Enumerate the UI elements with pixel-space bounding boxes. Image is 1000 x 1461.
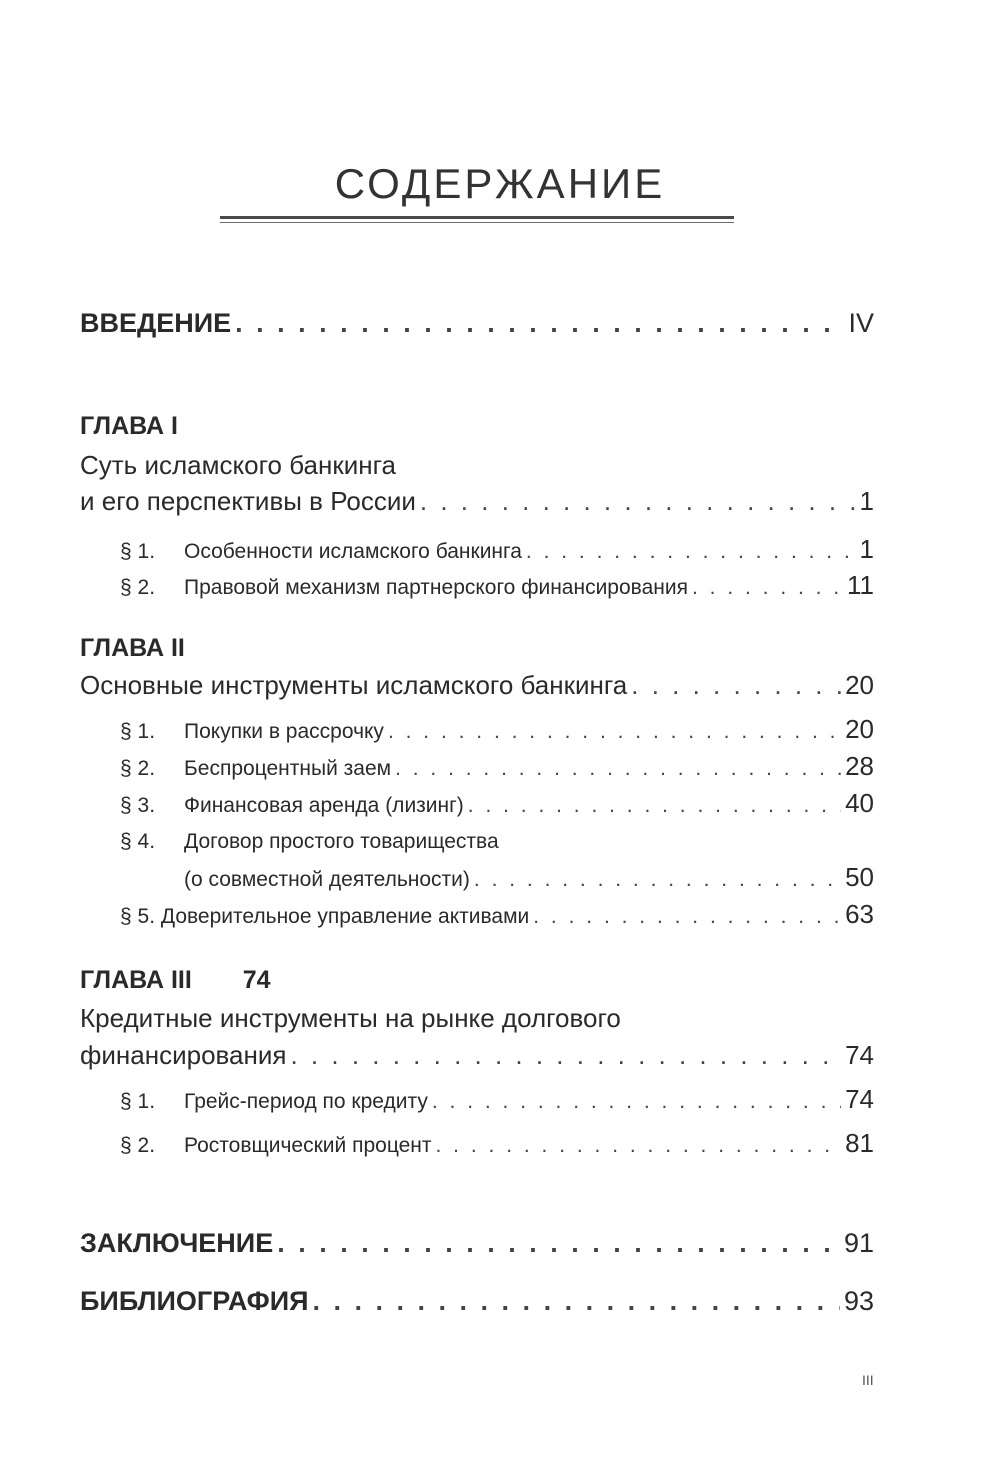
toc-page-number: 28 — [845, 751, 874, 781]
toc-entry-label: ВВЕДЕНИЕ — [80, 308, 232, 338]
dot-leader — [436, 1134, 842, 1158]
toc-page-number: 74 — [845, 1084, 874, 1114]
dot-leader — [290, 1040, 841, 1071]
section-label: Покупки в рассрочку — [184, 720, 384, 743]
toc-section-3-2[interactable] — [120, 1128, 874, 1159]
chapter-title-3-line1[interactable]: Кредитные инструменты на рынке долгового — [80, 1003, 621, 1033]
toc-page-number: 91 — [843, 1228, 874, 1258]
dot-leader — [388, 720, 841, 744]
toc-section-1-2[interactable] — [120, 570, 874, 601]
toc-page-number: 93 — [843, 1286, 874, 1316]
section-label: Финансовая аренда (лизинг) — [184, 794, 464, 817]
toc-page-number: 1 — [859, 486, 874, 516]
toc-entry-bibliography[interactable] — [80, 1286, 874, 1317]
toc-entry-intro[interactable] — [80, 308, 874, 339]
section-label: Правовой механизм партнерского финансирования — [184, 576, 688, 599]
section-label: Ростовщический процент — [184, 1134, 432, 1157]
folio-page-number: III — [862, 1372, 874, 1388]
section-label: Особенности исламского банкинга — [184, 540, 522, 563]
section-number: § 4. — [120, 830, 156, 853]
chapter-title-1-line2: и его перспективы в России — [80, 486, 416, 516]
dot-leader — [420, 486, 856, 517]
section-label: Договор простого товарищества — [184, 830, 499, 853]
section-number: § 2. — [120, 576, 156, 599]
toc-section-2-2[interactable] — [120, 751, 874, 782]
dot-leader — [395, 757, 841, 781]
dot-leader — [692, 576, 843, 600]
toc-section-1-1[interactable] — [120, 534, 874, 565]
chapter-heading-2: ГЛАВА II — [80, 634, 185, 662]
title-underline — [220, 216, 734, 223]
toc-section-3-1[interactable] — [120, 1084, 874, 1115]
section-number: § 1. — [120, 720, 156, 743]
chapter-heading-3-page: 74 — [242, 966, 271, 994]
toc-page-number: 50 — [845, 862, 874, 892]
toc-page-number: 40 — [845, 788, 874, 818]
section-number: § 1. — [120, 1090, 156, 1113]
toc-section-2-3[interactable] — [120, 788, 874, 819]
section-number: § 3. — [120, 794, 156, 817]
toc-entry-chapter-1[interactable] — [80, 486, 874, 517]
toc-section-2-4-line1[interactable] — [120, 830, 874, 854]
toc-page-number: 20 — [845, 714, 874, 744]
dot-leader — [474, 868, 841, 892]
toc-section-2-1[interactable] — [120, 714, 874, 745]
toc-section-2-5[interactable] — [120, 899, 874, 930]
chapter-title-3-line2: финансирования — [80, 1040, 287, 1070]
dot-leader — [468, 794, 841, 818]
chapter-heading-3-label: ГЛАВА III — [80, 966, 192, 994]
chapter-heading-1: ГЛАВА I — [80, 412, 178, 440]
section-label: Грейс-период по кредиту — [184, 1090, 428, 1113]
toc-page-number: 81 — [845, 1128, 874, 1158]
section-number: § 2. — [120, 1134, 156, 1157]
toc-page-number: 20 — [845, 670, 874, 700]
section-label-continued: (о совместной деятельности) — [184, 868, 470, 891]
toc-entry-label: БИБЛИОГРАФИЯ — [80, 1286, 309, 1316]
dot-leader — [432, 1090, 841, 1114]
dot-leader — [533, 905, 841, 929]
section-label: § 5. Доверительное управление активами — [120, 905, 530, 928]
toc-page-number: 74 — [845, 1040, 874, 1070]
toc-page-number: IV — [848, 308, 874, 338]
toc-entry-chapter-2[interactable] — [80, 670, 874, 701]
toc-page-number: 1 — [859, 534, 874, 564]
chapter-title-2: Основные инструменты исламского банкинга — [80, 670, 628, 700]
section-label: Беспроцентный заем — [184, 757, 392, 780]
toc-entry-chapter-3[interactable] — [80, 1040, 874, 1071]
toc-entry-conclusion[interactable] — [80, 1228, 874, 1259]
section-number: § 2. — [120, 757, 156, 780]
toc-section-2-4-line2[interactable] — [184, 862, 874, 893]
dot-leader — [526, 540, 856, 564]
dot-leader — [235, 308, 844, 339]
page-title: СОДЕРЖАНИЕ — [334, 160, 666, 207]
chapter-heading-3 — [80, 966, 271, 995]
dot-leader — [313, 1286, 840, 1317]
toc-page-number: 11 — [847, 570, 874, 600]
section-number: § 1. — [120, 540, 156, 563]
chapter-title-1-line1[interactable]: Суть исламского банкинга — [80, 450, 396, 480]
toc-entry-label: ЗАКЛЮЧЕНИЕ — [80, 1228, 274, 1258]
toc-page-number: 63 — [845, 899, 874, 929]
dot-leader — [631, 670, 841, 701]
dot-leader — [277, 1228, 840, 1259]
